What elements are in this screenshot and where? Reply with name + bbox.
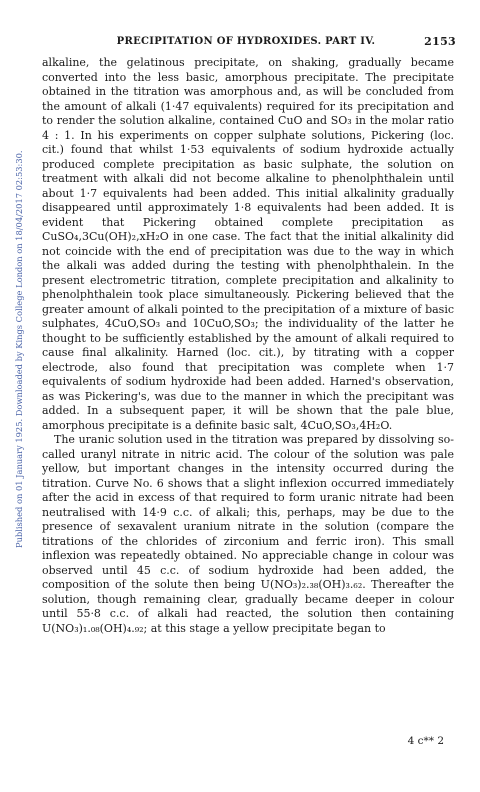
article-body — [42, 56, 454, 636]
page-number: 2153 — [424, 35, 456, 48]
download-watermark — [14, 78, 24, 548]
signature-mark: 4 c** 2 — [407, 735, 444, 747]
page-header — [36, 36, 456, 52]
download-note-text: Published on 01 January 1925. Downloaded by Kings College London on 18/04/2017 02:53:30. — [14, 150, 24, 548]
paragraph-copper-sulphate: alkaline, the gelatinous precipitate, on shaking, gradually became converted into the less basic, amorphous precipitate. The precipitate obtained in the titration was amorphous and, as will be concluded from the amount of alkali (1·47 equivalents) required for its precipitation and to render the solution alkaline, contained CuO and SO₃ in the molar ratio 4 : 1. In his experiments on copper sulphate solutions, Pickering (loc. cit.) found that whilst 1·53 equivalents of sodium hydroxide actually produced complete precipitation as basic sulphate, the solution on treatment with alkali did not become alkaline to phenolphthalein until about 1·7 equivalents had been added. This initial alkalinity gradually disappeared until approximately 1·8 equivalents had been added. It is evident that Pickering obtained complete precipitation as CuSO₄,3Cu(OH)₂,xH₂O in one case. The fact that the initial alkalinity did not coincide with the end of precipitation was due to the way in which the alkali was added during the testing with phenolphthalein. In the present electrometric titration, complete precipitation and alkalinity to phenolphthalein took place simultaneously. Pickering believed that the greater amount of alkali pointed to the precipitation of a mixture of basic sulphates, 4CuO,SO₃ and 10CuO,SO₃; the individuality of the latter he thought to be sufficiently established by the amount of alkali required to cause final alkalinity. Harned (loc. cit.), by titrating with a copper electrode, also found that precipitation was complete when 1·7 equivalents of sodium hydroxide had been added. Harned's observation, as was Pickering's, was due to the manner in which the precipitant was added. In a subsequent paper, it will be shown that the pale blue, amorphous precipitate is a definite basic salt, 4CuO,SO₃,4H₂O. — [42, 56, 454, 432]
running-title: PRECIPITATION OF HYDROXIDES. PART IV. — [116, 36, 376, 47]
paragraph-uranic-solution: The uranic solution used in the titration was prepared by dissolving so-called uranyl nitrate in nitric acid. The colour of the solution was pale yellow, but important changes in the intensity occurred during the titration. Curve No. 6 shows that a slight inflexion occurred immediately after the acid in excess of that required to form uranic nitrate had been neutralised with 14·9 c.c. of alkali; this, perhaps, may be due to the presence of sexavalent uranium nitrate in the solution (compare the titrations of the chlorides of zirconium and ferric iron). This small inflexion was repeatedly obtained. No appreciable change in colour was observed until 45 c.c. of sodium hydroxide had been added, the composition of the solute then being U(NO₃)₂.₃₈(OH)₃.₆₂. Thereafter the solution, though remaining clear, gradually became deeper in colour until 55·8 c.c. of alkali had reacted, the solution then containing U(NO₃)₁.₀₈(OH)₄.₉₂; at this stage a yellow precipitate began to — [42, 433, 454, 635]
